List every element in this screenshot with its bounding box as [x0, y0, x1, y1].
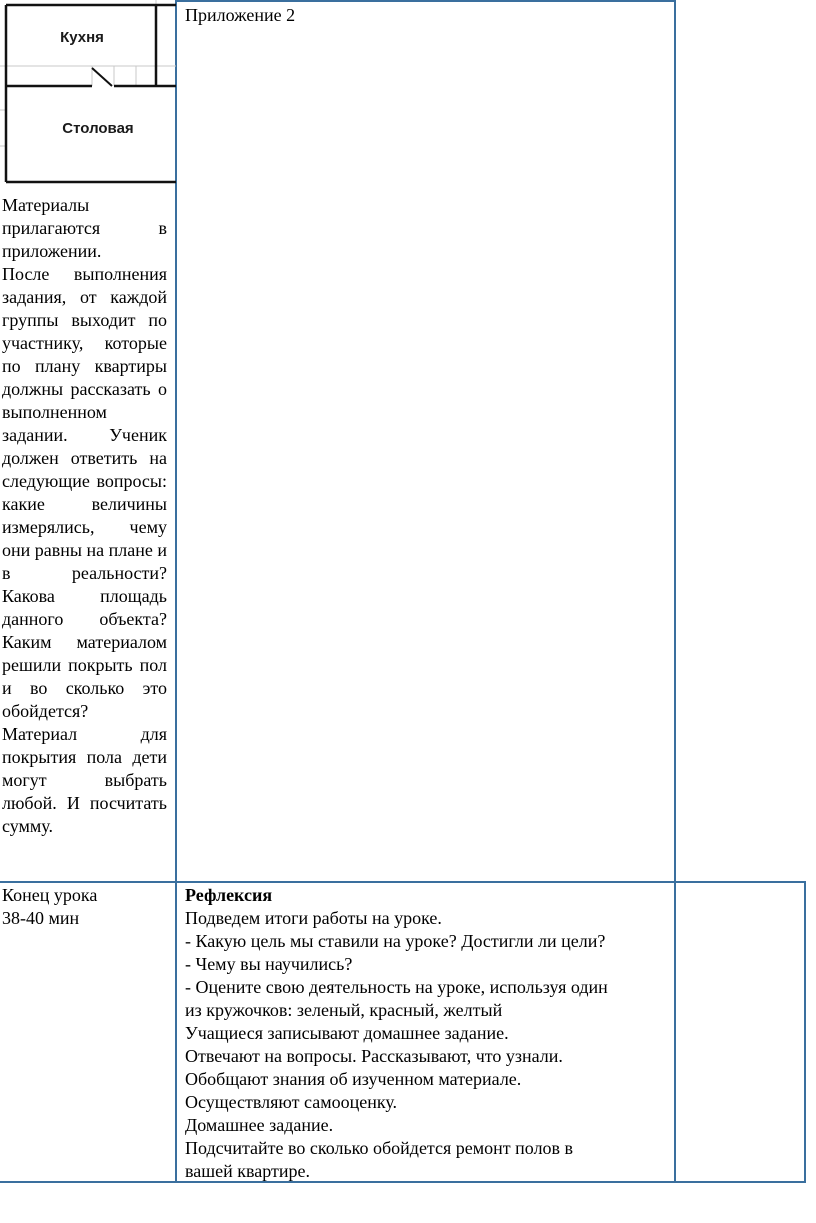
stage-time: 38-40 мин	[2, 908, 80, 928]
table-border-top	[176, 0, 676, 2]
reflection-line: - Чему вы научились?	[185, 954, 353, 974]
column-divider-2-lower	[674, 882, 676, 1183]
reflection-line: Подсчитайте во сколько обойдется ремонт полов в	[185, 1138, 574, 1158]
end-of-lesson-cell	[2, 884, 97, 930]
reflection-cell	[185, 884, 665, 1183]
reflection-line: вашей квартире.	[185, 1161, 310, 1181]
reflection-line: Осуществляют самооценку.	[185, 1092, 398, 1112]
column-divider-2-upper	[674, 0, 676, 882]
materials-paragraph: Материалы прилагаются в приложении.	[2, 195, 167, 261]
reflection-line: - Оцените свою деятельность на уроке, используя один	[185, 977, 608, 997]
reflection-line: Подведем итоги работы на уроке.	[185, 908, 442, 928]
reflection-line: Отвечают на вопросы. Рассказывают, что узнали.	[185, 1046, 563, 1066]
reflection-line: из кружочков: зеленый, красный, желтый	[185, 1000, 503, 1020]
row-divider	[0, 881, 806, 883]
reflection-line: Учащиеся записывают домашнее задание.	[185, 1023, 509, 1043]
reflection-line: - Какую цель мы ставили на уроке? Достигли ли цели?	[185, 931, 606, 951]
floor-plan-image	[0, 0, 176, 184]
appendix-label: Приложение 2	[185, 5, 296, 25]
table-border-right	[804, 881, 806, 1183]
stage-name: Конец урока	[2, 885, 98, 905]
plan-room-dining: Столовая	[62, 120, 134, 137]
reflection-line: Домашнее задание.	[185, 1115, 334, 1135]
reflection-title: Рефлексия	[185, 885, 273, 905]
reflection-line: Обобщают знания об изученном материале.	[185, 1069, 522, 1089]
left-column-text	[2, 194, 167, 838]
plan-room-kitchen: Кухня	[60, 29, 104, 46]
task-paragraph: После выполнения задания, от каждой группы выходит по участнику, которые по плану квартиры должны рассказать о выполненном задании. Ученик должен ответить на следующие вопросы: какие величины измерялись, чему они равны на плане и в реальности? Какова площадь данного объекта? Каким материалом решили покрыть пол и во сколько это обойдется? Материал для покрытия пола дети могут выбрать любой. И посчитать сумму.	[2, 264, 167, 836]
